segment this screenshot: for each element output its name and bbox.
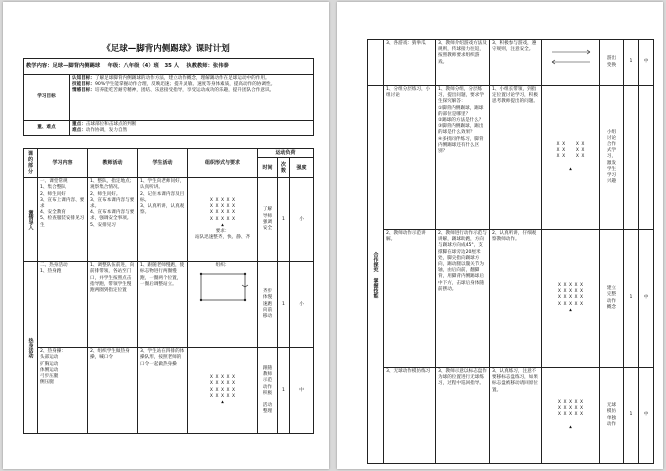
objectives-label: 学习目标	[24, 75, 70, 121]
affect-text: 培养能吃苦耐劳精神，团结、乐意接受指导，享受运动成功的乐趣，提升团队合作意识。	[94, 88, 275, 94]
affect-label: 情感目标：	[72, 88, 95, 94]
row-time: 跟随 教师 示范 动作 积极 活动 整理	[258, 348, 278, 434]
table-row	[368, 230, 654, 368]
col-content: 学习内容	[38, 149, 88, 178]
row-student: 1、跟随老师慢跑，使标志物进行两圈慢跑，一圈两个位置，一圈后调整站立。	[138, 262, 188, 348]
table-row	[368, 86, 654, 230]
content-label: 教学内容：	[26, 63, 53, 70]
row-part: 合作探究 掌握技能	[368, 86, 384, 464]
row-count: 1	[624, 40, 639, 86]
grade-label: 年级：八年级（4）班	[107, 63, 159, 70]
row-student: 1、小组长带领，到指定位置讨论学习，积极思考教师提出的问题。	[490, 86, 542, 230]
row-intensity	[639, 86, 654, 230]
row-time: 无球 模仿 单独 动作	[600, 368, 624, 464]
row-student: 3、学生站在四排的体操队形，按照老师的口令一起做热身操	[138, 348, 188, 434]
row-teacher: 1、整队，指定地点；观察集合情况。 2、师生问好。 3、宣布本课内容与要求。 4、宣布本课内容与要求，强调安全事项。 5、安排见习	[88, 178, 138, 262]
skill-label: 技能目标：	[72, 82, 95, 88]
row-intensity: 中	[639, 40, 654, 86]
row-org: X X X X X X X X X X X X X X X ▲	[542, 368, 600, 464]
keypoints-cell	[70, 121, 314, 136]
lesson-plan-page-2	[337, 2, 663, 469]
row-time: 游出 变换	[600, 40, 624, 86]
row-time: 了解 导师 强调 安全	[258, 178, 278, 262]
col-part: 课的部分	[24, 149, 38, 178]
hard-text: 动作协调，发力自然	[85, 128, 128, 134]
row-intensity: 中	[639, 368, 654, 464]
row-teacher: 3、教师介绍游戏方法及规则，传球接力往返，按照教师要求组织游戏。	[436, 40, 490, 86]
col-teacher: 教师活动	[88, 149, 138, 178]
row-student: 3、认真练习，注意不要移标志盘练习，如果标志盘被移动请回原位置。	[490, 368, 542, 464]
row-student: 2、认真听讲，仔细观察教师动作。	[490, 230, 542, 368]
table-row	[368, 368, 654, 464]
col-student: 学生活动	[138, 149, 188, 178]
row-time: 建立 完整 动作 概念	[600, 230, 624, 368]
row-part	[368, 40, 384, 86]
keypoints-label: 重、难点	[24, 121, 70, 136]
document-title: 《足球—脚背内侧踢球》课时计划	[102, 44, 230, 54]
row-teacher: 2、教师进行动作示范与讲解，踢球助跑，方向与踢球方向成45°，支撑脚在球旁边20厘米处，脚尖指向踢球方向，踢动腿以髋关节为轴，由后向前，翻脚背，用脚背内侧踢球后中下方，击球后身体随前摆动。	[436, 230, 490, 368]
row-count: 1	[624, 230, 639, 368]
row-content: 1、分组分层练习，小组讨论	[384, 86, 436, 230]
col-count: 次数	[278, 158, 290, 178]
cognitive-text: 了解足球脚背内侧踢球的动作方法，建立动作概念，理解踢动作在足球运动中的作用。	[94, 76, 270, 81]
row-intensity: 小	[290, 178, 314, 262]
row-student: 1、学生向老师问好，认真听讲。 2、记住本课内容及目标。 3、认真听讲，认真观察。	[138, 178, 188, 262]
row-org-diagram	[188, 262, 258, 348]
row-time: 齐步 体慢 速跑 向前 移动	[258, 262, 278, 348]
lesson-process-table	[23, 148, 314, 434]
row-org: X X X X X X X X X X X X ▲	[542, 86, 600, 230]
row-count: 1	[278, 348, 290, 434]
skill-text: 90%学生能掌握动作合理，反映迅速；提升灵敏、速度等身体素质，提高动作的协调性。	[94, 82, 276, 88]
student-count: 35 人	[164, 63, 179, 70]
row-count: 1	[278, 262, 290, 348]
key-text: 击球部位和击球点的判断	[85, 122, 137, 127]
relay-game-diagram	[546, 42, 596, 72]
hard-label: 难点：	[72, 128, 86, 134]
cognitive-label: 认知目标：	[72, 76, 95, 81]
teacher-name: 张伟泰	[212, 63, 229, 70]
content-value: 足球—脚背内侧踢球	[52, 63, 101, 70]
col-intensity: 强度	[290, 158, 314, 178]
teacher-label: 执教教师：	[186, 63, 213, 70]
row-intensity: 中	[290, 348, 314, 434]
row-teacher: 1、教师分组，分层练习，提出问题，要求学生探究解答： ①脚背内侧踢球，踢球的部位是哪里？ ②踢球的方法是什么？ ③脚背内侧踢球，踢出的球是什么效果？ ④多找同伴练习，脚背内侧踢球还有什么区别？	[436, 86, 490, 230]
row-org-label: 组织：	[215, 263, 230, 269]
table-row	[24, 262, 314, 348]
row-content: 2、教师动作示范讲解。	[384, 230, 436, 368]
lesson-info-row	[24, 59, 314, 75]
row-content: 3、无球动作模仿练习	[384, 368, 436, 464]
row-teacher: 1、调整队伍前进，向前排带领，各站至门口，并学生按照点击指导跑，带领学生慢跑两圈到指定位置	[88, 262, 138, 348]
lesson-plan-page-1	[3, 2, 329, 469]
running-route-diagram	[195, 270, 251, 304]
lesson-process-table-continued	[367, 39, 654, 464]
row-org: X X X X X X X X X X X X X X X X X X X X ▲ 要求： 站队迅速整齐，快、静、齐	[188, 178, 258, 262]
row-org-diagram	[542, 40, 600, 86]
row-count: 1	[278, 178, 290, 262]
row-org: X X X X X X X X X X X X X X X X X X X X ▲	[542, 230, 600, 368]
table-row	[24, 178, 314, 262]
row-student: 3、积极参与游戏，遵守规则，注意安全。	[490, 40, 542, 86]
col-time: 时间	[258, 158, 278, 178]
row-intensity: 中	[639, 230, 654, 368]
table-row	[368, 40, 654, 86]
lesson-header-table	[23, 58, 314, 136]
row-content: 一、课堂常规 1、集合整队 2、师生问好 3、宣布上课内容、要求 4、安全教育 5、检查服装安排见习生	[38, 178, 88, 262]
row-part: 热身活动	[24, 262, 38, 434]
row-org: X X X X X X X X X X X X X X X X X X X X ▲	[188, 348, 258, 434]
key-label: 重点：	[72, 122, 86, 127]
objectives-cell	[70, 75, 314, 121]
col-load: 运动负荷	[258, 149, 314, 158]
row-content: 3、各游戏：猜拳瓜	[384, 40, 436, 86]
row-part: 激情导入	[24, 178, 38, 262]
row-count	[624, 86, 639, 230]
row-content: 2、热身操： 头部运动 扩胸运动 体侧运动 弓步压腿 侧压腿	[38, 348, 88, 434]
row-content: 二、热身活动 1、热身跑	[38, 262, 88, 348]
row-intensity: 小	[290, 262, 314, 348]
row-teacher: 3、教师示意以标志盘作为球的位置进行无球练习，过程中巡回指导。	[436, 368, 490, 464]
row-count: 1	[624, 368, 639, 464]
row-teacher: 2、组织学生做热身操，喊口令	[88, 348, 138, 434]
col-org: 组织形式与要求	[188, 149, 258, 178]
row-time: 小组 讨论 合作 式学 习， 激发 学生 学习 兴趣	[600, 86, 624, 230]
table-row	[24, 348, 314, 434]
